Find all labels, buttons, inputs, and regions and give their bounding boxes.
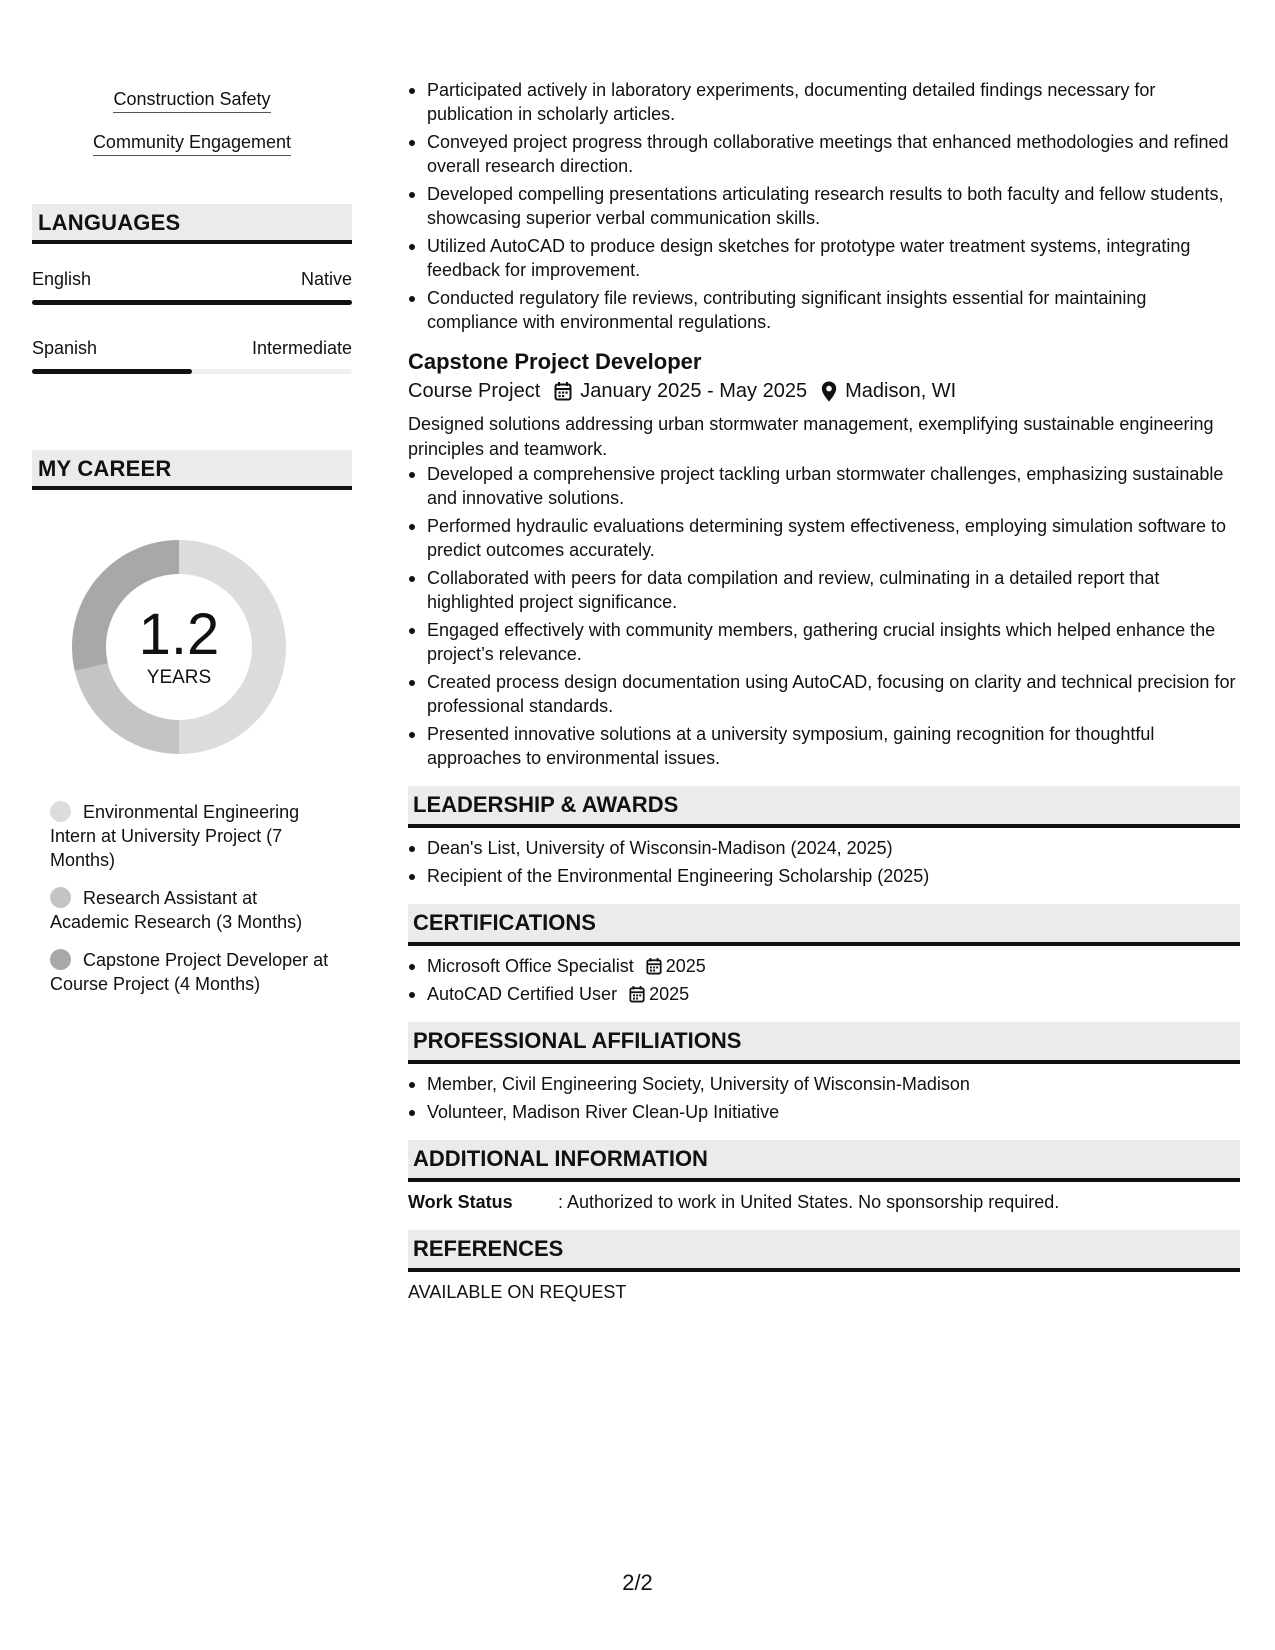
list-item: Developed a comprehensive project tackling urban stormwater challenges, emphasizing sustainable and innovative solutions.	[408, 462, 1240, 510]
job-location: Madison, WI	[845, 380, 957, 402]
list-item: Recipient of the Environmental Engineering Scholarship (2025)	[408, 864, 1240, 888]
list-item	[408, 982, 1240, 1006]
cert-year: 2025	[665, 956, 706, 976]
job-dates: January 2025 - May 2025	[580, 380, 808, 402]
legend-label: Capstone Project Developer at Course Project (4 Months)	[50, 950, 329, 994]
list-item: Collaborated with peers for data compilation and review, culminating in a detailed report that highlighted project significance.	[408, 566, 1240, 614]
language-level: Intermediate	[251, 338, 352, 358]
certifications-heading: CERTIFICATIONS	[408, 904, 1240, 946]
career-total-years: 1.2	[138, 602, 220, 667]
language-name: English	[32, 269, 92, 289]
language-proficiency-fill	[32, 300, 352, 305]
language-proficiency-fill	[32, 369, 192, 374]
career-section	[32, 450, 352, 996]
references-heading: REFERENCES	[408, 1230, 1240, 1272]
legend-label: Environmental Engineering Intern at University Project (7 Months)	[50, 802, 300, 870]
legend-item	[50, 886, 330, 934]
list-item: Engaged effectively with community members, gathering crucial insights which helped enhance the project’s relevance.	[408, 618, 1240, 666]
languages-heading: LANGUAGES	[32, 204, 352, 244]
list-item: Conducted regulatory file reviews, contributing significant insights essential for maintaining compliance with environmental regulations.	[408, 286, 1240, 334]
calendar-icon	[646, 957, 662, 975]
language-level: Native	[300, 269, 352, 289]
list-item: Utilized AutoCAD to produce design sketches for prototype water treatment systems, integrating feedback for improvement.	[408, 234, 1240, 282]
job-company: Course Project	[408, 380, 541, 402]
page-number: 2/2	[622, 1570, 653, 1595]
career-donut-chart	[64, 532, 294, 762]
list-item: Performed hydraulic evaluations determining system effectiveness, employing simulation software to predict outcomes accurately.	[408, 514, 1240, 562]
list-item: Created process design documentation using AutoCAD, focusing on clarity and technical precision for professional standards.	[408, 670, 1240, 718]
career-total-unit: YEARS	[146, 667, 212, 688]
certifications-list	[408, 954, 1240, 1006]
calendar-icon	[629, 985, 645, 1003]
references-text: AVAILABLE ON REQUEST	[408, 1282, 627, 1302]
career-heading: MY CAREER	[32, 450, 352, 490]
cert-name: Microsoft Office Specialist	[427, 956, 634, 976]
language-proficiency-bar	[32, 369, 352, 374]
work-status-value: : Authorized to work in United States. No sponsorship required.	[558, 1192, 1060, 1212]
legend-dot	[50, 949, 71, 970]
cert-year: 2025	[649, 984, 690, 1004]
main-content	[408, 78, 1240, 1304]
job-summary: Designed solutions addressing urban stormwater management, exemplifying sustainable engineering principles and teamwork.	[408, 414, 1214, 459]
list-item: Dean's List, University of Wisconsin-Madison (2024, 2025)	[408, 836, 1240, 860]
skill-tag: Community Engagement	[93, 131, 291, 156]
languages-section	[32, 204, 352, 374]
language-row	[32, 268, 352, 290]
work-status-row	[408, 1190, 1240, 1214]
list-item: Volunteer, Madison River Clean-Up Initiative	[408, 1100, 1240, 1124]
skill-tags	[32, 0, 352, 174]
list-item: Presented innovative solutions at a university symposium, gaining recognition for thoughtful approaches to environmental issues.	[408, 722, 1240, 770]
sidebar	[32, 0, 352, 1010]
additional-info-heading: ADDITIONAL INFORMATION	[408, 1140, 1240, 1182]
work-status-label: Work Status	[408, 1192, 513, 1212]
legend-item	[50, 800, 330, 872]
skill-tag: Construction Safety	[113, 88, 270, 113]
legend-label: Research Assistant at Academic Research (3 Months)	[50, 888, 303, 932]
previous-job-bullets	[408, 78, 1240, 334]
job-bullets	[408, 462, 1240, 770]
legend-dot	[50, 887, 71, 908]
list-item: Conveyed project progress through collaborative meetings that enhanced methodologies and refined overall research direction.	[408, 130, 1240, 178]
cert-name: AutoCAD Certified User	[427, 984, 618, 1004]
job-meta	[408, 378, 1240, 404]
awards-list	[408, 836, 1240, 888]
donut-center	[64, 532, 294, 762]
list-item: Member, Civil Engineering Society, University of Wisconsin-Madison	[408, 1072, 1240, 1096]
language-row	[32, 337, 352, 359]
affiliations-heading: PROFESSIONAL AFFILIATIONS	[408, 1022, 1240, 1064]
language-proficiency-bar	[32, 300, 352, 305]
list-item	[408, 954, 1240, 978]
legend-item	[50, 948, 330, 996]
language-name: Spanish	[32, 338, 98, 358]
map-pin-icon	[821, 381, 837, 402]
calendar-icon	[554, 381, 572, 401]
career-legend	[50, 800, 330, 996]
awards-heading: LEADERSHIP & AWARDS	[408, 786, 1240, 828]
list-item: Participated actively in laboratory experiments, documenting detailed findings necessary for publication in scholarly articles.	[408, 78, 1240, 126]
list-item: Developed compelling presentations articulating research results to both faculty and fellow students, showcasing superior verbal communication skills.	[408, 182, 1240, 230]
job-title: Capstone Project Developer	[408, 349, 702, 374]
legend-dot	[50, 801, 71, 822]
affiliations-list	[408, 1072, 1240, 1124]
